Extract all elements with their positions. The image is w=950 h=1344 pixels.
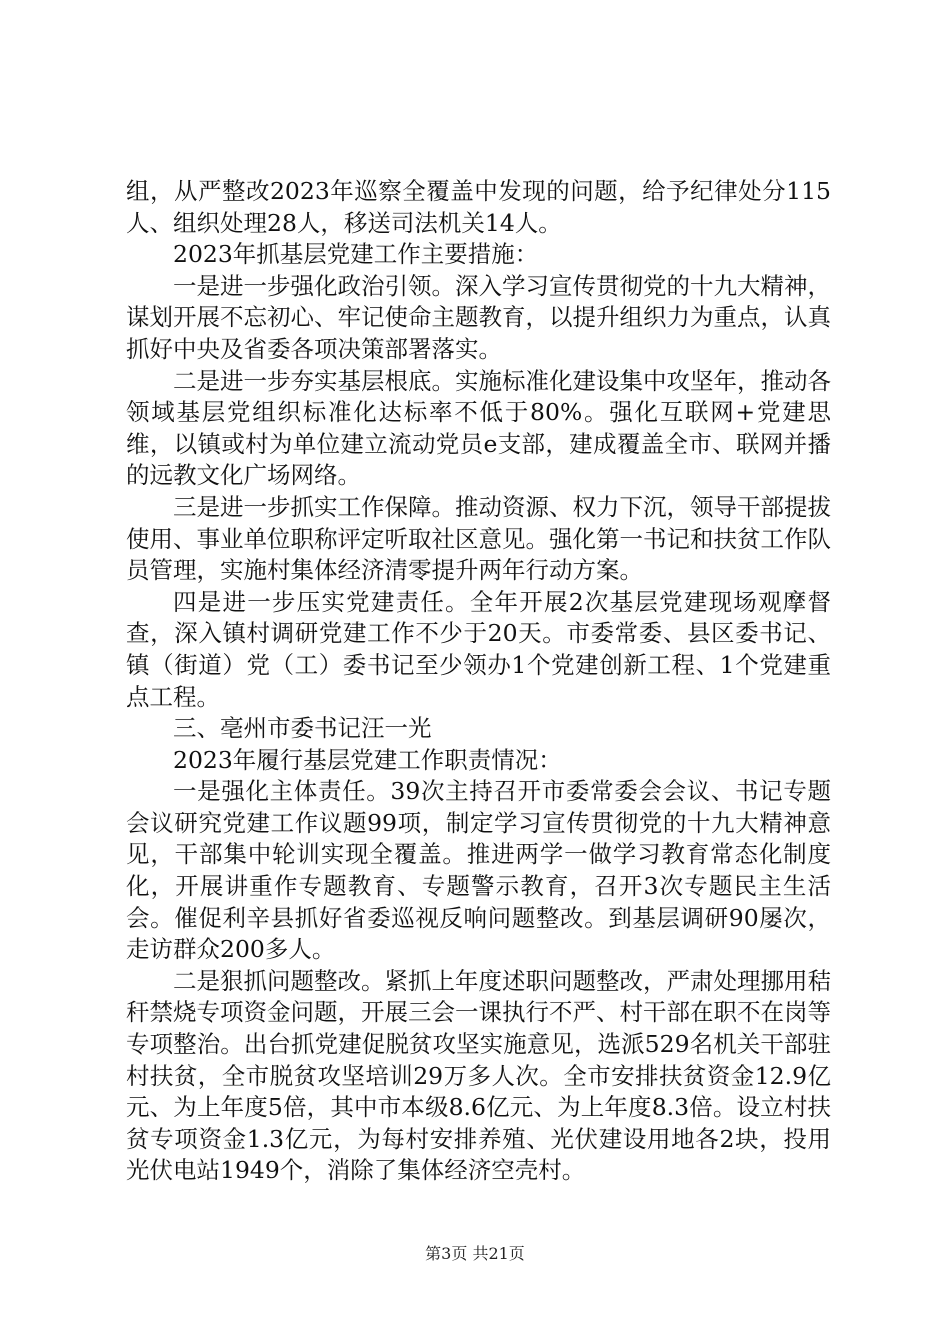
paragraph-measure-3: 三是进一步抓实工作保障。推动资源、权力下沉，领导干部提拔使用、事业单位职称评定听取社区意见。强化第一书记和扶贫工作队员管理，实施村集体经济清零提升两年行动方案。 <box>126 492 831 585</box>
paragraph-measure-1: 一是进一步强化政治引领。深入学习宣传贯彻党的十九大精神，谋划开展不忘初心、牢记使命主题教育，以提升组织力为重点，认真抓好中央及省委各项决策部署落实。 <box>126 271 831 363</box>
paragraph-duty-2: 二是狠抓问题整改。紧抓上年度述职问题整改，严肃处理挪用秸秆禁烧专项资金问题，开展三会一课执行不严、村干部在职不在岗等专项整治。出台抓党建促脱贫攻坚实施意见，选派529名机关干部驻村扶贫，全市脱贫攻坚培训29万多人次。全市安排扶贫资金12.9亿元、为上年度5倍，其中市本级8.6亿元、为上年度8.3倍。设立村扶贫专项资金1.3亿元，为每村安排养殖、光伏建设用地各2块，投用光伏电站1949个，消除了集体经济空壳村。 <box>126 966 831 1185</box>
paragraph-measure-2: 二是进一步夯实基层根底。实施标准化建设集中攻坚年，推动各领域基层党组织标准化达标率不低于80%。强化互联网+党建思维，以镇或村为单位建立流动党员e支部，建成覆盖全市、联网并播的远教文化广场网络。 <box>126 366 831 490</box>
section-heading: 三、亳州市委书记汪一光 <box>173 714 432 743</box>
paragraph-duty-1: 一是强化主体责任。39次主持召开市委常委会会议、书记专题会议研究党建工作议题99项，制定学习宣传贯彻党的十九大精神意见，干部集中轮训实现全覆盖。推进两学一做学习教育常态化制度化，开展讲重作专题教育、专题警示教育，召开3次专题民主生活会。催促利辛县抓好省委巡视反响问题整改。到基层调研90屡次，走访群众200多人。 <box>126 777 831 964</box>
paragraph-duties-heading: 2023年履行基层党建工作职责情况： <box>173 745 562 774</box>
document-body <box>126 176 831 1187</box>
paragraph-measures-heading: 2023年抓基层党建工作主要措施： <box>173 240 539 269</box>
page-number: 第3页 共21页 <box>425 1244 525 1263</box>
page-footer <box>0 1244 950 1264</box>
paragraph-measure-4: 四是进一步压实党建责任。全年开展2次基层党建现场观摩督查，深入镇村调研党建工作不少于20天。市委常委、县区委书记、镇（街道）党（工）委书记至少领办1个党建创新工程、1个党建重点工程。 <box>126 587 831 711</box>
paragraph-continuation: 组，从严整改2023年巡察全覆盖中发现的问题，给予纪律处分115人、组织处理28人，移送司法机关14人。 <box>126 177 831 237</box>
